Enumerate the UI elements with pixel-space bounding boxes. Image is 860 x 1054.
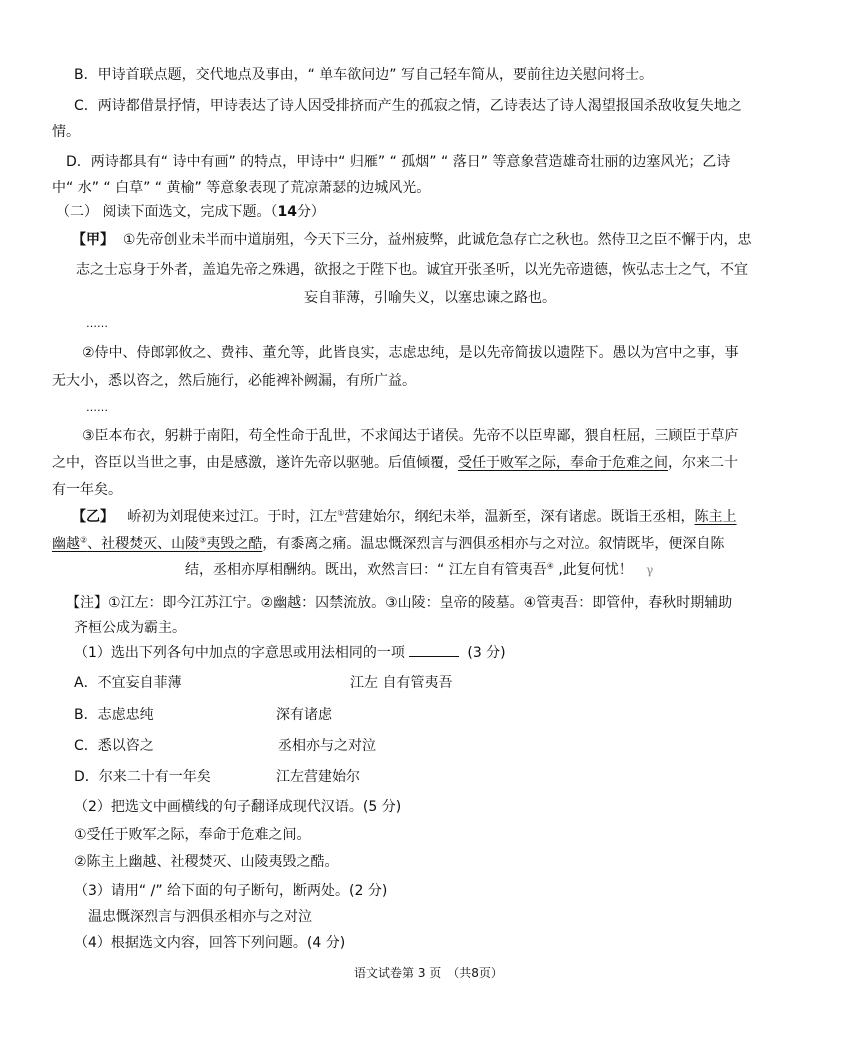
ellipsis-1: …… (86, 317, 108, 330)
q1-option-a (74, 673, 453, 693)
note-ref-3: ③ (199, 535, 207, 545)
jia-label: 【甲】 (72, 232, 114, 248)
yi-u-text2: 、社稷焚灭、山陵 (87, 536, 200, 552)
notes-line1: 【注】①江左：即今江苏江宁。②幽越：囚禁流放。③山陵：皇帝的陵墓。④管夷吾：即管仲，春秋时期辅助 (66, 595, 733, 611)
underlined-sentence-2-part1: 陈主上 (694, 509, 737, 525)
section-points: 14 (277, 204, 297, 220)
stray-mark: γ (646, 563, 654, 577)
jia-para3-line3: 有一年矣。 (52, 482, 122, 498)
note-ref-2: ② (80, 535, 88, 545)
notes-line2: 齐桓公成为霸主。 (74, 620, 186, 636)
jia-p3-text-end: ，尔来二十 (668, 455, 738, 471)
choice-b: B．甲诗首联点题，交代地点及事由，“ 单车欲问边” 写自己轻车简从，要前往边关慰问将士。 (74, 67, 654, 83)
option-a-left: A．不宜妄自菲薄 (74, 675, 182, 691)
page-footer: 语文试卷第 3 页 （共8页） (354, 966, 503, 980)
question-4-stem: （4）根据选文内容，回答下列问题。(4 分) (74, 935, 346, 951)
section-heading-text: （二） 阅读下面选文，完成下题。（ (56, 204, 278, 220)
option-a-right: 江左 自有管夷吾 (350, 675, 453, 691)
jia-para1-line2: 志之士忘身于外者，盖追先帝之殊遇，欲报之于陛下也。诚宜开张圣听，以光先帝遗德，恢弘志士之气，不宜 (76, 262, 748, 278)
yi-u-text3: 夷毁之酷 (206, 536, 263, 552)
jia-para3-line2 (52, 453, 738, 473)
option-d-left: D．尔来二十有一年矣 (74, 769, 211, 785)
choice-d-line1: D．两诗都具有“ 诗中有画” 的特点，甲诗中“ 归雁” “ 孤烟” “ 落日” 等意象营造雄奇壮丽的边塞风光；乙诗 (66, 154, 731, 170)
choice-d-line2: 中“ 水” “ 白草” “ 黄榆” 等意象表现了荒凉萧瑟的边城风光。 (52, 180, 431, 196)
choice-c-line2: 情。 (52, 124, 80, 140)
answer-blank[interactable] (409, 642, 459, 657)
option-c-left: C．悉以咨之 (74, 738, 154, 754)
jia-para3-line1: ③臣本布衣，躬耕于南阳，苟全性命于乱世，不求闻达于诸侯。先帝不以臣卑鄙，猥自枉屈，三顾臣于草庐 (82, 428, 739, 444)
underlined-sentence-2-part2 (52, 536, 262, 552)
q1-stem-text: （1）选出下列各句中加点的字意思或用法相同的一项 (74, 645, 405, 661)
option-b-left: B．志虑忠纯 (74, 707, 154, 723)
yi-u-text1: 幽越 (52, 536, 80, 552)
section-heading-end: 分） (296, 204, 325, 220)
yi-text1: 峤初为刘琨使来过江。于时，江左 (127, 509, 338, 525)
choice-c-line1: C．两诗都借景抒情，甲诗表达了诗人因受排挤而产生的孤寂之情，乙诗表达了诗人渴望报国杀敌收复失地之 (74, 98, 742, 114)
q2-sentence-1: ①受任于败军之际，奉命于危难之间。 (74, 827, 311, 843)
jia-para2-line1: ②侍中、侍郎郭攸之、费祎、董允等，此皆良实，志虑忠纯，是以先帝简拔以遗陛下。愚以为宫中之事，事 (82, 345, 739, 361)
option-d-right: 江左营建始尔 (276, 769, 360, 785)
yi-text2: 营建始尔，纲纪未举，温新至，深有诸虑。既诣王丞相， (344, 509, 695, 525)
jia-para2-line2: 无大小，悉以咨之，然后施行，必能裨补阙漏，有所广益。 (52, 373, 416, 389)
q2-sentence-2: ②陈主上幽越、社稷焚灭、山陵夷毁之酷。 (74, 854, 339, 870)
yi-text3: ，有黍离之痛。温忠慨深烈言与泗俱丞相亦与之对泣。叙情既毕，便深自陈 (262, 536, 725, 552)
section-heading (56, 202, 325, 222)
option-c-right: 丞相亦与之对泣 (278, 738, 376, 754)
q3-sentence: 温忠慨深烈言与泗俱丞相亦与之对泣 (88, 909, 312, 925)
q1-option-b (74, 705, 474, 725)
yi-line1 (72, 507, 737, 527)
q1-score: (3 分) (467, 645, 506, 661)
jia-p1-text1: ①先帝创业未半而中道崩殂，今天下三分，益州疲弊，此诚危急存亡之秋也。然侍卫之臣不懈于内，忠 (122, 232, 752, 248)
q1-option-c (74, 736, 474, 756)
yi-text5: ,此复何忧！ (553, 562, 633, 578)
jia-p3-text: 之中，咨臣以当世之事，由是感激，遂许先帝以驱驰。后值倾覆， (52, 455, 458, 471)
note-ref-1: ① (337, 508, 345, 518)
yi-line3 (185, 560, 653, 580)
underlined-sentence-1: 受任于败军之际，奉命于危难之间 (458, 455, 668, 471)
jia-para1-line3: 妄自菲薄，引喻失义，以塞忠谏之路也。 (304, 290, 556, 306)
q1-option-d (74, 767, 474, 787)
jia-para1-line1 (72, 230, 751, 250)
yi-label: 【乙】 (72, 509, 114, 525)
ellipsis-2: …… (86, 401, 108, 414)
question-2-stem: （2）把选文中画横线的句子翻译成现代汉语。(5 分) (74, 799, 402, 815)
option-b-right: 深有诸虑 (276, 707, 332, 723)
question-1-stem (74, 642, 506, 663)
note-ref-4: ④ (546, 561, 554, 571)
question-3-stem: （3）请用“ /” 给下面的句子断句，断两处。(2 分) (74, 883, 388, 899)
yi-text4: 结，丞相亦厚相酬纳。既出，欢然言曰：“ 江左自有管夷吾 (185, 562, 547, 578)
yi-line2 (52, 534, 724, 554)
